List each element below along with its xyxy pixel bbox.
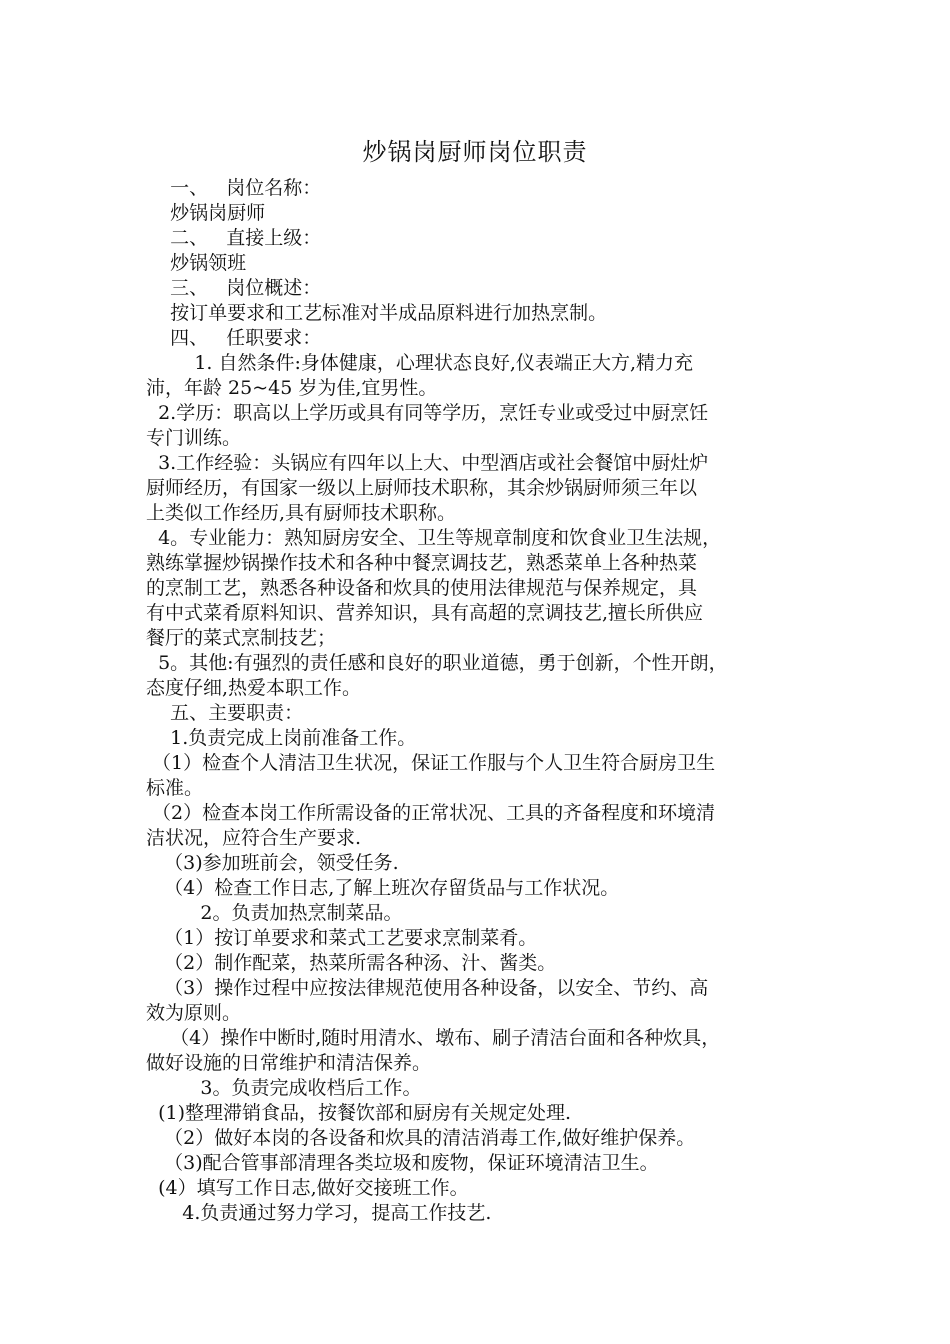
document-line: 3.工作经验：头锅应有四年以上大、中型酒店或社会餐馆中厨灶炉 bbox=[146, 452, 709, 474]
document-line: 4.负责通过努力学习，提高工作技艺. bbox=[146, 1202, 492, 1224]
document-line: 厨师经历，有国家一级以上厨师技术职称，其余炒锅厨师须三年以 bbox=[146, 477, 698, 499]
document-line: 3。负责完成收档后工作。 bbox=[146, 1077, 422, 1099]
document-line: 5。其他:有强烈的责任感和良好的职业道德，勇于创新，个性开朗， bbox=[146, 652, 728, 674]
document-line: （2）制作配菜，热菜所需各种汤、汁、酱类。 bbox=[146, 952, 557, 974]
document-line: (1)整理滞销食品，按餐饮部和厨房有关规定处理. bbox=[146, 1102, 572, 1124]
document-line: 做好设施的日常维护和清洁保养。 bbox=[146, 1052, 432, 1074]
document-line: 沛，年龄 25~45 岁为佳,宜男性。 bbox=[146, 377, 438, 399]
document-line: 1.负责完成上岗前准备工作。 bbox=[146, 727, 417, 749]
document-line: （3)配合管事部清理各类垃圾和废物，保证环境清洁卫生。 bbox=[146, 1152, 659, 1174]
document-line: 三、 岗位概述： bbox=[146, 277, 322, 299]
document-line: 洁状况，应符合生产要求. bbox=[146, 827, 362, 849]
document-line: 按订单要求和工艺标准对半成品原料进行加热烹制。 bbox=[146, 302, 608, 324]
document-line: （2）做好本岗的各设备和炊具的清洁消毒工作,做好维护保养。 bbox=[146, 1127, 696, 1149]
document-line: 效为原则。 bbox=[146, 1002, 242, 1024]
document-line: （2）检查本岗工作所需设备的正常状况、工具的齐备程度和环境清 bbox=[146, 802, 716, 824]
document-line: 炒锅领班 bbox=[146, 252, 247, 274]
document-line: 有中式菜肴原料知识、营养知识，具有高超的烹调技艺,擅长所供应 bbox=[146, 602, 704, 624]
document-line: 4。专业能力：熟知厨房安全、卫生等规章制度和饮食业卫生法规， bbox=[146, 527, 722, 549]
document-line: 标准。 bbox=[146, 777, 204, 799]
document-line: 一、 岗位名称： bbox=[146, 177, 322, 199]
document-line: 四、 任职要求： bbox=[146, 327, 322, 349]
document-title: 炒锅岗厨师岗位职责 bbox=[362, 138, 588, 166]
document-line: 2。负责加热烹制菜品。 bbox=[146, 902, 403, 924]
document-line: 态度仔细,热爱本职工作。 bbox=[146, 677, 362, 699]
document-line: （1）检查个人清洁卫生状况，保证工作服与个人卫生符合厨房卫生 bbox=[146, 752, 716, 774]
document-line: 专门训练。 bbox=[146, 427, 242, 449]
document-line: （4）操作中断时,随时用清水、墩布、刷子清洁台面和各种炊具， bbox=[146, 1027, 721, 1049]
document-body bbox=[146, 176, 826, 1226]
document-line: （3）操作过程中应按法律规范使用各种设备，以安全、节约、高 bbox=[146, 977, 709, 999]
document-line: （4）检查工作日志,了解上班次存留货品与工作状况。 bbox=[146, 877, 620, 899]
document-line: 炒锅岗厨师 bbox=[146, 202, 266, 224]
document-line: 1. 自然条件:身体健康，心理状态良好,仪表端正大方,精力充 bbox=[146, 352, 693, 374]
document-line: (4）填写工作日志,做好交接班工作。 bbox=[146, 1177, 469, 1199]
document-line: 五、主要职责： bbox=[146, 702, 304, 724]
document-line: （3)参加班前会，领受任务. bbox=[146, 852, 399, 874]
document-line: （1）按订单要求和菜式工艺要求烹制菜肴。 bbox=[146, 927, 538, 949]
document-line: 二、 直接上级： bbox=[146, 227, 322, 249]
document-line: 餐厅的菜式烹制技艺； bbox=[146, 627, 337, 649]
document-line: 熟练掌握炒锅操作技术和各种中餐烹调技艺，熟悉菜单上各种热菜 bbox=[146, 552, 698, 574]
document-line: 上类似工作经历,具有厨师技术职称。 bbox=[146, 502, 457, 524]
document-line: 的烹制工艺，熟悉各种设备和炊具的使用法律规范与保养规定，具 bbox=[146, 577, 698, 599]
document-line: 2.学历：职高以上学历或具有同等学历，烹饪专业或受过中厨烹饪 bbox=[146, 402, 709, 424]
